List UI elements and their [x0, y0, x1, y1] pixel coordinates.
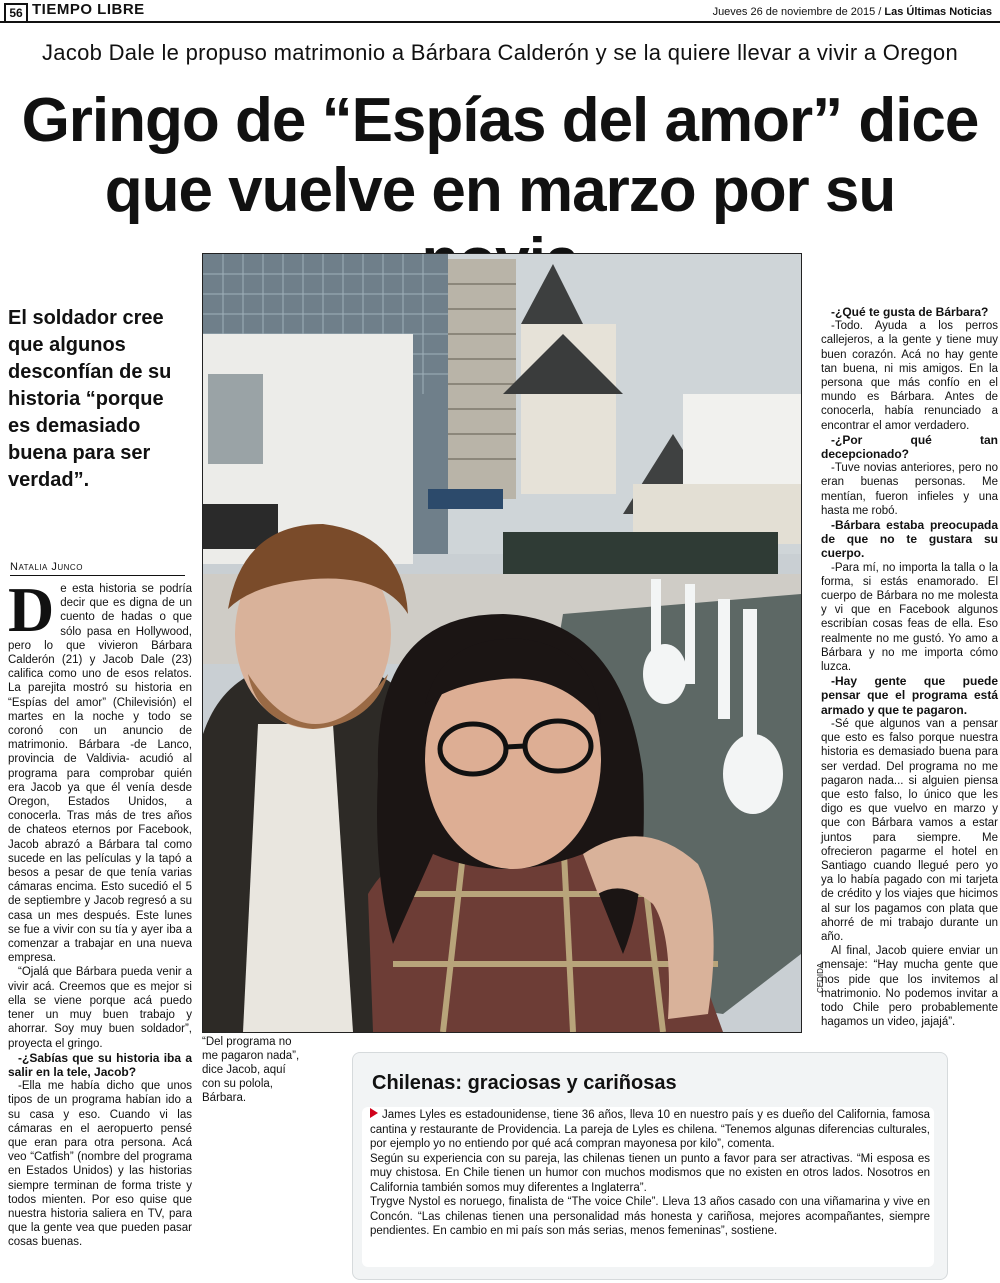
article-column-right — [821, 305, 998, 1029]
paragraph: e esta historia se podría decir que es digna de un cuento de hadas o que sólo pasa en Hollywood, pero lo que vivieron Bárbara Calderón (21) y Jacob Dale (23) califica como uno de esos relatos. La parejita mostró su historia en “Espías del amor” (Chilevisión) el martes en la noche y todo se coronó con un anuncio de matrimonio. Bárbara -de Lanco, provincia de Valdivia- acudió al programa para comprobar quién era Jacob ya que él venía desde Oregon, Estados Unidos, a conocerla. Tras más de tres años de chateos eternos por Facebook, Jacob abrazó a Bárbara tal como sucede en las películas y la tapó a besos a pesar de que tenía varias cámaras encima. Esto sucedió el 5 de septiembre y Jacob regresó a su casa un mes después. Este lunes se fue a vivir con su tía y ayer iba a comenzar a trabajar en una nueva empresa. — [8, 583, 192, 965]
dateline — [713, 6, 992, 18]
photo-caption: “Del programa no me pagaron nada”, dice Jacob, aquí con su polola, Bárbara. — [202, 1036, 300, 1104]
couple-photo-illustration — [203, 254, 801, 1032]
sidebar-paragraph: Según su experiencia con su pareja, las chilenas tienen un punto a favor para ser atractivas. “Mi esposa es muy chistosa. En Chile tienen un humor con muchos modismos que no existen en otros lados. Nosotros en California también somos muy diferentes a Inglaterra”. — [370, 1152, 930, 1194]
issue-date: Jueves 26 de noviembre de 2015 — [712, 6, 876, 18]
bullet-triangle-icon — [370, 1108, 378, 1118]
dateline-separator: / — [875, 6, 885, 18]
couple-photo — [202, 253, 802, 1033]
closing-paragraph: Al final, Jacob quiere enviar un mensaje: “Hay mucha gente que nos pide que los invitemos al matrimonio. No podemos invitar a todo Chile pero probablemente hagamos un video, jajajá”. — [821, 945, 998, 1029]
interview-answer: -Tuve novias anteriores, pero no eran buenas personas. Me mentían, fueron infieles y una hasta me robó. — [821, 462, 998, 517]
deck: El soldador cree que algunos desconfían de su historia “porque es demasiado buena para ser verdad”. — [8, 307, 172, 491]
byline-author: Natalia Junco — [10, 561, 83, 573]
interview-question: -¿Qué te gusta de Bárbara? — [831, 305, 989, 319]
sidebar-body — [370, 1108, 930, 1239]
page-header — [0, 0, 1000, 22]
interview-question: -¿Sabías que su historia iba a salir en la tele, Jacob? — [8, 1050, 192, 1079]
sidebar-title: Chilenas: graciosas y cariñosas — [372, 1072, 677, 1094]
drop-cap: D — [8, 574, 55, 645]
interview-question: -¿Por qué tan decepcionado? — [821, 432, 998, 462]
headline-line-1: Gringo de “Espías del amor” dice — [21, 86, 979, 155]
publication-name: Las Últimas Noticias — [884, 6, 992, 18]
kicker: Jacob Dale le propuso matrimonio a Bárbara Calderón y se la quiere llevar a vivir a Oregon — [41, 40, 958, 65]
header-rule — [0, 21, 1000, 23]
photo-credit: CEDIDA — [816, 962, 825, 993]
article-column-left — [8, 574, 192, 1250]
interview-answer: -Para mí, no importa la talla o la forma, si estás enamorado. El cuerpo de Bárbara no me molesta y vi que en Facebook algunos escribían cosas feas de ella. Eso realmente no me gustó. Yo amo a Bárbara y no me importa cómo luzca. — [821, 561, 998, 674]
interview-question: -Hay gente que puede pensar que el programa está armado y que te pagaron. — [821, 674, 998, 717]
sidebar-paragraph: Trygve Nystol es noruego, finalista de “The voice Chile”. Lleva 13 años casado con una viñamarina y vive en Concón. “Las chilenas tienen una personalidad más honesta y cariñosa, mejores acompañantes, siempre pendientes. En cambio en mi país son más serias, menos femeninas”, sostiene. — [370, 1196, 930, 1237]
page-number: 56 — [4, 3, 28, 23]
section-name: TIEMPO LIBRE — [32, 1, 145, 18]
interview-answer: -Ella me había dicho que unos tipos de un programa habían ido a su casa y eso. Cuando vi las cámaras en el aeropuerto pensé que eran para otra persona. Acá veo “Catfish” (nombre del programa en Estados Unidos) y las historias siempre terminan de forma triste y todos mienten. Por eso quise que nuestra historia saliera en TV, para que la gente vea que pueden pasar cosas buenas. — [8, 1080, 192, 1249]
paragraph: “Ojalá que Bárbara pueda venir a vivir acá. Creemos que es mejor si ella se viene porque acá puedo tener un muy buen trabajo y ahorrar. Soy muy buen soldador”, proyecta el gringo. — [8, 966, 192, 1050]
interview-question: -Bárbara estaba preocupada de que no te gustara su cuerpo. — [821, 518, 998, 561]
sidebar-paragraph: James Lyles es estadounidense, tiene 36 años, lleva 10 en nuestro país y es dueño del California, famosa cantina y restaurante de Providencia. La pareja de Lyles es chilena. “Tenemos algunas diferencias culturales, por ejemplo yo no entiendo por qué acá compran mayonesa por kilo”, comenta. — [370, 1109, 930, 1150]
headline-line-2: que vuelve en marzo por su — [104, 156, 896, 225]
interview-answer: -Todo. Ayuda a los perros callejeros, a la gente y tiene muy buen corazón. Acá no hay gente tan buena, ni mis amigos. En la persona que más confío en el mundo es Bárbara. Antes de conocerla, había renunciado a encontrar el amor verdadero. — [821, 320, 998, 432]
interview-answer: -Sé que algunos van a pensar que esto es falso porque nuestra historia es demasiado buena para ser verdad. Del programa no me pagaron nada... si alguien piensa que esto falso, lo único que les digo es que vuelvo en marzo y que con Bárbara vamos a estar juntos para siempre. Me ofrecieron pagarme el hotel en Santiago cuando llegué pero yo ya lo había pagado con mi tarjeta de crédito y los viajes que hicimos al sur los pagamos con plata que ahorré de mi trabajo durante un año. — [821, 717, 998, 943]
